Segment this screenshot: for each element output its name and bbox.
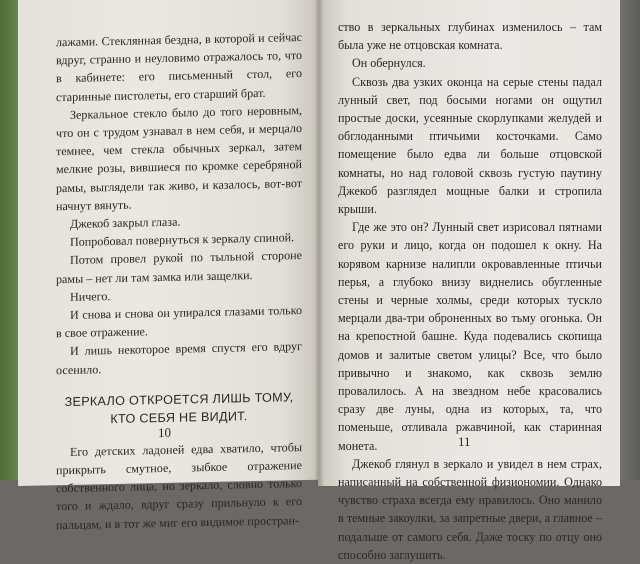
- paragraph: И лишь некоторое время спустя его вдруг осенило.: [56, 339, 302, 377]
- paragraph: И снова и снова он упирался глазами только в свое отражение.: [56, 303, 302, 341]
- left-page-text: [56, 28, 302, 379]
- paragraph: Он обернулся.: [352, 56, 426, 71]
- book-gutter: [314, 0, 324, 486]
- paragraph: лажами. Стеклянная бездна, в которой и сейчас вдруг, странно и неуловимо отражалось то, что в кабинете: его письменный стол, его старинные пистолеты, его старший брат.: [56, 30, 302, 104]
- paragraph: Его детских ладоней едва хватило, чтобы прикрыть смутное, зыбкое отражение собственного лица, но зеркало, словно только того и ждало, вдруг сразу прильнуло к его пальцам, и в тот же миг его видимое простран-: [56, 439, 302, 532]
- paragraph: Зеркальное стекло было до того неровным, что он с трудом узнавал в нем себя, и мерцало темнее, чем стекла обычных зеркал, затем мелкие розы, вившиеся по кромке серебряной рамы, выглядели так живо, и казалось, вот-вот начнут вянуть.: [56, 102, 302, 214]
- page-number-left: 10: [158, 424, 171, 441]
- right-page: [318, 0, 620, 562]
- paragraph: Сквозь два узких оконца на серые стены падал лунный свет, под босыми ногами он ощутил простые доски, усеянные скорлупками желудей и обглоданными птичьими косточками. Само помещение было едва ли больше отцовской комнаты, но над головой сквозь густую паутину Джекоб разглядел мощные балки и стропила крыши.: [338, 74, 602, 217]
- right-page-text: [338, 18, 602, 564]
- paragraph: Джекоб глянул в зеркало и увидел в нем страх, написанный на собственной физиономии. Однако чувство страха всегда ему нравилось. Оно манило в темные закоулки, за запретные двери, а главное – подальше от самого себя. Даже тоску по отцу оно способно заглушить.: [338, 456, 602, 562]
- chapter-heading: ЗЕРКАЛО ОТКРОЕТСЯ ЛИШЬ ТОМУ, КТО СЕБЯ НЕ ВИДИТ.: [64, 390, 294, 426]
- open-book: [18, 0, 620, 562]
- paragraph: Потом провел рукой по тыльной стороне рамы – нет ли там замка или защелки.: [56, 248, 302, 286]
- left-page-text-after: [56, 438, 302, 534]
- paragraph: ство в зеркальных глубинах изменилось – там была уже не отцовская комната.: [338, 20, 602, 53]
- page-number-right: 11: [458, 434, 471, 449]
- paragraph: Где же это он? Лунный свет изрисовал пятнами его руки и лицо, когда он подошел к окну. На корявом карнизе налипли окровавленные птичьи перья, а глубоко внизу виднелись обугленные стены и черные холмы, среди которых тускло мерцали два-три оброненных во тьму огонька. Он на крепостной башне. Куда подевались скопища домов и залитые светом улицы? Все, что было привычно и знакомо, как сквозь землю провалилось. А на звездном небе красовались сразу две луны, одна из которых, та, что поменьше, отливала ржавчиной, как старинная монета.: [338, 220, 602, 453]
- paragraph: Джекоб закрыл глаза.: [70, 214, 181, 231]
- paragraph: Ничего.: [70, 288, 111, 304]
- paragraph: Попробовал повернуться к зеркалу спиной.: [70, 230, 295, 250]
- left-page: [18, 0, 318, 532]
